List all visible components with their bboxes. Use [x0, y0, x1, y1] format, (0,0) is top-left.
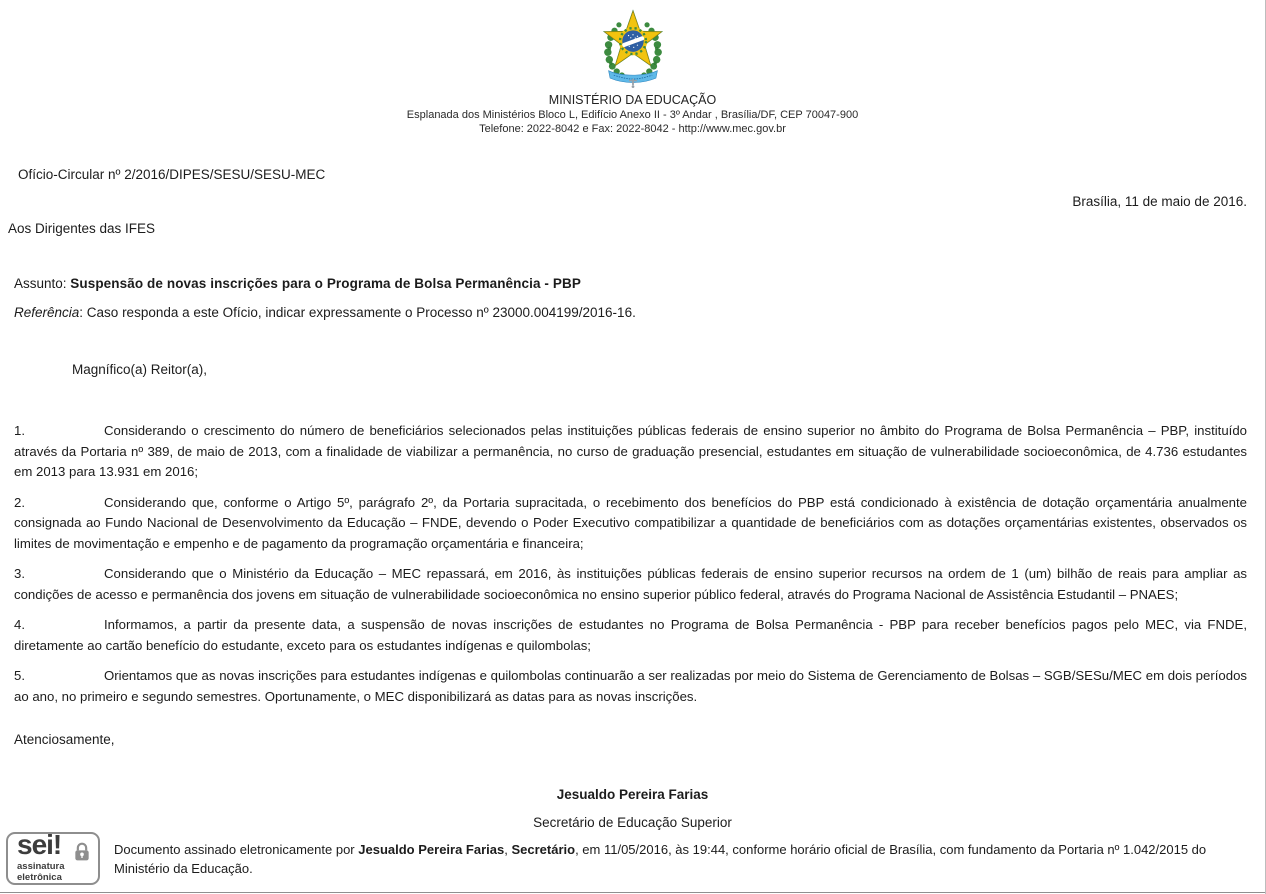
sei-stamp: [6, 829, 100, 885]
reference-label: Referência: [14, 305, 80, 320]
paragraph-text: Considerando o crescimento do número de beneficiários selecionados pelas instituições públicas federais de ensino superior no âmbito do Programa de Bolsa Permanência – PBP, instituído através da Portaria nº 389, de maio de 2013, com a finalidade de viabilizar a permanência, no curso de graduação presencial, estudantes em situação de vulnerabilidade socioeconômica, de 4.736 estudantes em 2013 para 13.931 em 2016;: [14, 423, 1247, 479]
statement-signer: Jesualdo Pereira Farias: [358, 841, 505, 857]
statement-separator: ,: [504, 841, 512, 857]
salutation: Magnífico(a) Reitor(a),: [72, 362, 208, 377]
paragraph-1: [14, 421, 1247, 483]
paragraph-4: [14, 615, 1247, 656]
paragraph-2: [14, 493, 1247, 555]
document-number: Ofício-Circular nº 2/2016/DIPES/SESU/SESU-MEC: [18, 167, 326, 182]
paragraph-text: Orientamos que as novas inscrições para estudantes indígenas e quilombolas continuarão a ser realizadas por meio do Sistema de Gerenciamento de Bolsas – SGB/SESu/MEC em dois períodos ao ano, no primeiro e segundo semestres. Oportunamente, o MEC disponibilizará as datas para as novas inscrições.: [14, 668, 1247, 704]
paragraph-text: Considerando que o Ministério da Educação – MEC repassará, em 2016, às instituições públicas federais de ensino superior recursos na ordem de 1 (um) bilhão de reais para ampliar as condições de acesso e permanência dos jovens em situação de vulnerabilidade socioeconômica no ensino superior público federal, através do Programa Nacional de Assistência Estudantil – PNAES;: [14, 566, 1247, 602]
reference-text: : Caso responda a este Ofício, indicar expressamente o Processo nº 23000.004199/2016-16.: [79, 305, 636, 320]
paragraph-number: 3.: [14, 566, 25, 581]
paragraph-text: Considerando que, conforme o Artigo 5º, parágrafo 2º, da Portaria supracitada, o recebimento dos benefícios do PBP está condicionado à existência de dotação orçamentária anualmente consignada ao Fundo Nacional de Desenvolvimento da Educação – FNDE, devendo o Poder Executivo compatibilizar a quantidade de beneficiários com as dotações orçamentárias existentes, observados os limites de movimentação e empenho e de pagamento da programação orçamentária e financeira;: [14, 494, 1247, 551]
signer-role: Secretário de Educação Superior: [533, 815, 732, 830]
paragraph-5: [14, 666, 1247, 707]
paragraph-number: 2.: [14, 494, 25, 510]
subject-text: Suspensão de novas inscrições para o Programa de Bolsa Permanência - PBP: [70, 276, 581, 291]
footer-divider: [0, 892, 1265, 893]
subject-line: [14, 276, 1247, 291]
paragraph-number: 4.: [14, 617, 25, 632]
ministry-contact: Telefone: 2022-8042 e Fax: 2022-8042 - http://www.mec.gov.br: [479, 123, 786, 135]
sei-wordmark: sei!: [17, 829, 62, 860]
signature-statement: [114, 840, 1221, 878]
sei-caption-line1: assinatura: [17, 861, 65, 872]
paragraph-number: 1.: [14, 423, 25, 438]
paragraph-number: 5.: [14, 668, 25, 683]
date-line: Brasília, 11 de maio de 2016.: [1072, 194, 1247, 209]
reference-line: [14, 305, 1247, 320]
sei-caption-line2: eletrônica: [17, 872, 62, 883]
statement-suffix: , em 11/05/2016, às 19:44, conforme horário oficial de Brasília, com fundamento da Portaria nº 1.042/2015 do Ministério da Educação.: [114, 841, 1207, 876]
paragraph-3: [14, 564, 1247, 605]
closing: Atenciosamente,: [14, 732, 115, 747]
statement-role: Secretário: [511, 841, 576, 857]
signer-name: Jesualdo Pereira Farias: [556, 787, 709, 802]
letterhead: [0, 0, 1265, 136]
signature-footer-row: [0, 829, 1265, 885]
ministry-name: MINISTÉRIO DA EDUCAÇÃO: [548, 93, 717, 107]
subject-label: Assunto:: [14, 276, 71, 291]
ministry-address: Esplanada dos Ministérios Bloco L, Edifício Anexo II - 3º Andar , Brasília/DF, CEP 70047-900: [406, 109, 859, 121]
signature-footer: [0, 829, 1265, 893]
padlock-icon: [72, 841, 92, 863]
addressee: Aos Dirigentes das IFES: [8, 221, 156, 236]
paragraph-text: Informamos, a partir da presente data, a suspensão de novas inscrições de estudantes no Programa de Bolsa Permanência - PBP para receber benefícios pagos pelo MEC, via FNDE, diretamente ao cartão benefício do estudante, exceto para os estudantes indígenas e quilombolas;: [14, 617, 1247, 653]
body-paragraphs: [14, 421, 1247, 707]
brazil-coat-of-arms-icon: [596, 7, 670, 90]
statement-prefix: Documento assinado eletronicamente por: [114, 841, 359, 857]
